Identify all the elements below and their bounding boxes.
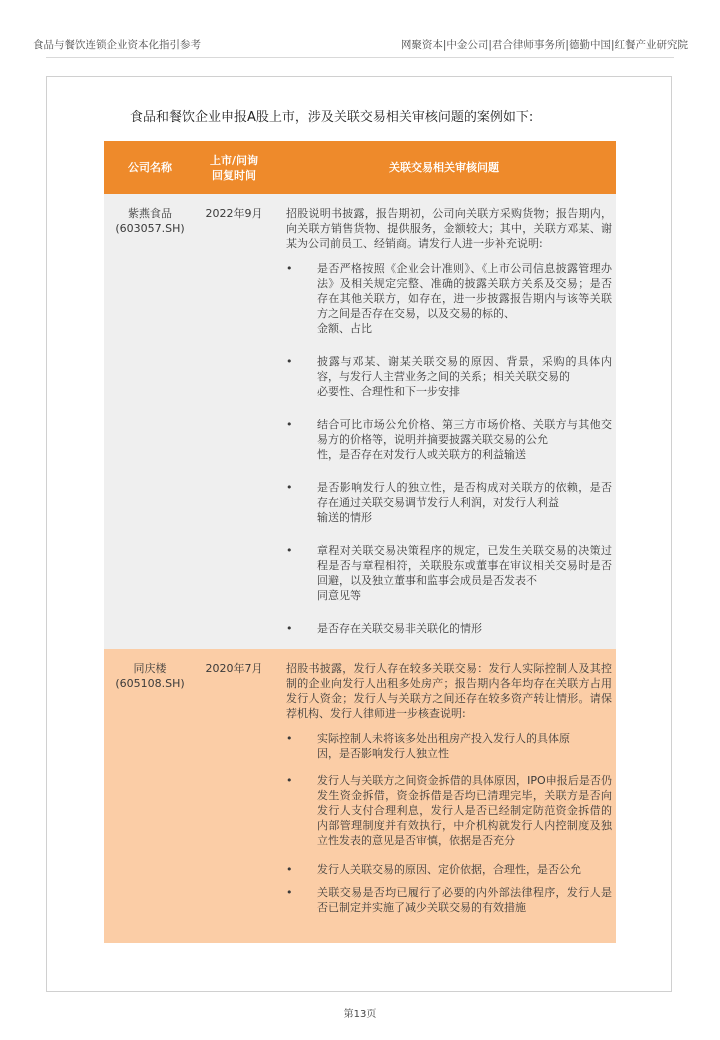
list-item: • 实际控制人未将该多处出租房产投入发行人的具体原 因，是否影响发行人独立性 (286, 732, 570, 760)
intro-text: 食品和餐饮企业申报A股上市，涉及关联交易相关审核问题的案例如下: (130, 110, 534, 125)
issue-list (286, 731, 612, 915)
list-item: • 发行人与关联方之间资金拆借的具体原因，IPO申报后是否仍发生资金拆借，资金拆借是否均已清理完毕，关联方是否向发行人支付合理利息，发行人是否已经制定防范资金拆借的内部管理制度并有效执行，中介机构就发行人内控制度及独立性发表的意见是否审慎，依据是否充分 (286, 774, 612, 847)
list-item: • 结合可比市场公允价格、第三方市场价格、关联方与其他交易方的价格等，说明并摘要披露关联交易的公允 性，是否存在对发行人或关联方的利益输送 (286, 418, 612, 461)
company-cell: 紫燕食品 (603057.SH) (115, 207, 185, 235)
company-cell: 同庆楼 (605108.SH) (115, 662, 185, 690)
issue-summary: 招股说明书披露，报告期初，公司向关联方采购货物；报告期内，向关联方销售货物、提供服务，金额较大；其中，关联方邓某、谢某为公司前员工、经销商。请发行人进一步补充说明: (286, 207, 612, 250)
header-doc-title: 食品与餐饮连锁企业资本化指引参考 (33, 39, 201, 51)
bullet-icon: • (286, 481, 293, 494)
date-cell: 2022年9月 (205, 207, 263, 220)
table-row (104, 649, 616, 943)
bullet-icon: • (286, 262, 293, 275)
column-header-company: 公司名称 (128, 161, 172, 174)
bullet-icon: • (286, 418, 293, 431)
header-publishers: 网聚资本|中金公司|君合律师事务所|德勤中国|红餐产业研究院 (400, 39, 688, 51)
date-cell: 2020年7月 (205, 662, 263, 675)
bullet-icon: • (286, 732, 293, 745)
table-header (104, 141, 616, 194)
bullet-icon: • (286, 863, 293, 876)
page-number: 第13页 (343, 1009, 377, 1020)
list-item: • 是否存在关联交易非关联化的情形 (286, 622, 482, 635)
list-item: • 发行人关联交易的原因、定价依据，合理性，是否公允 (286, 863, 581, 876)
bullet-icon: • (286, 774, 293, 787)
list-item: • 章程对关联交易决策程序的规定，已发生关联交易的决策过程是否与章程相符，关联股东或董事在审议相关交易时是否回避，以及独立董事和监事会成员是否发表不 同意见等 (286, 544, 612, 602)
column-header-issues: 关联交易相关审核问题 (389, 161, 499, 174)
issues-cell (272, 194, 616, 649)
table-row (104, 194, 616, 649)
list-item: • 披露与邓某、谢某关联交易的原因、背景，采购的具体内容，与发行人主营业务之间的关系；相关关联交易的 必要性、合理性和下一步安排 (286, 355, 612, 398)
issue-list (286, 261, 612, 636)
bullet-icon: • (286, 886, 293, 899)
column-header-date: 上市/问询 回复时间 (209, 153, 259, 182)
bullet-icon: • (286, 622, 293, 635)
list-item: • 是否严格按照《企业会计准则》、《上市公司信息披露管理办法》及相关规定完整、准确的披露关联方关系及交易；是否存在其他关联方，如存在，进一步披露报告期内与该等关联方之间是否存在交易，以及交易的标的、 金额、占比 (286, 262, 612, 335)
related-transaction-table (104, 141, 616, 943)
issues-cell (272, 649, 616, 943)
header-divider (46, 57, 674, 58)
bullet-icon: • (286, 544, 293, 557)
list-item: • 是否影响发行人的独立性，是否构成对关联方的依赖，是否存在通过关联交易调节发行人利润，对发行人利益 输送的情形 (286, 481, 612, 524)
bullet-icon: • (286, 355, 293, 368)
list-item: • 关联交易是否均已履行了必要的内外部法律程序，发行人是否已制定并实施了减少关联交易的有效措施 (286, 886, 612, 914)
issue-summary: 招股书披露，发行人存在较多关联交易：发行人实际控制人及其控制的企业向发行人出租多处房产；报告期内各年均存在关联方占用发行人资金；发行人与关联方之间还存在较多资产转让情形。请保荐机构、发行人律师进一步核查说明: (286, 662, 612, 720)
